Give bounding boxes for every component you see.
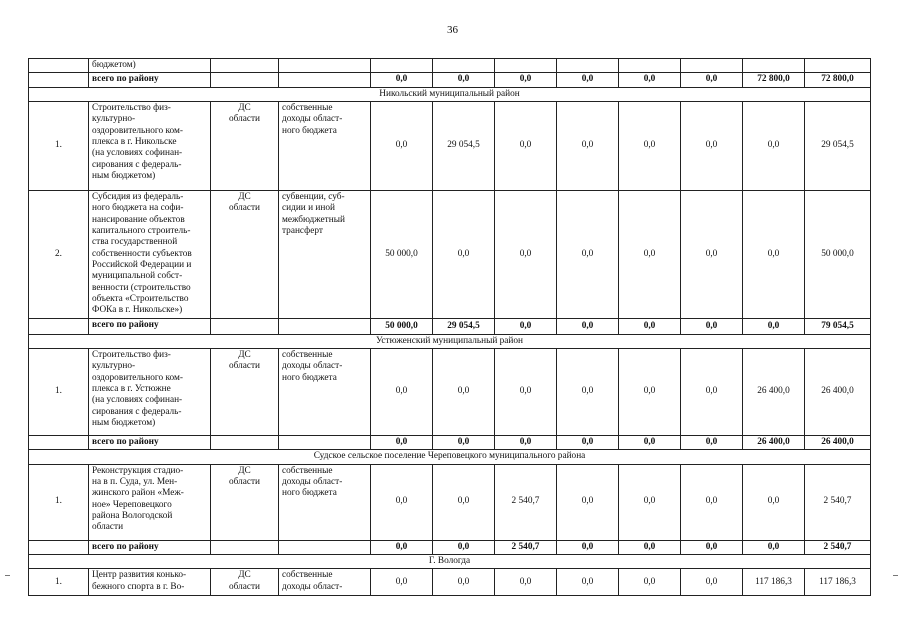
total-label: всего по району [89, 435, 211, 449]
value-cell: 0,0 [681, 318, 743, 334]
value-cell: 0,0 [619, 73, 681, 87]
table-row [29, 348, 871, 435]
value-cell: 2 540,7 [495, 464, 557, 540]
total-label: всего по району [89, 318, 211, 334]
value-cell: 29 054,5 [433, 101, 495, 190]
row-number-cell: 1. [29, 464, 89, 540]
item-name: Субсидия из федераль- ного бюджета на софи- нансирование объектов капитального строитель- ства государственной собственности субъектов Российской Федерации и муниципальной собст- венности (строительство объекта «Строительство ФОКа в г. Никольске») [89, 190, 211, 318]
funding-source-cell: собственные доходы област- ного бюджета [279, 464, 371, 540]
source-cell [279, 435, 371, 449]
value-cell: 0,0 [371, 101, 433, 190]
row-number-cell: 2. [29, 190, 89, 318]
executor-cell: ДС области [211, 348, 279, 435]
value-cell: 0,0 [557, 348, 619, 435]
value-cell: 117 186,3 [743, 569, 805, 596]
value-cell: 0,0 [495, 73, 557, 87]
row-number-cell [29, 318, 89, 334]
value-cell: 117 186,3 [805, 569, 871, 596]
total-row [29, 435, 871, 449]
value-cell: 0,0 [433, 73, 495, 87]
section-title: Никольский муниципальный район [29, 87, 871, 101]
value-cell: 0,0 [619, 569, 681, 596]
row-number-cell: 1. [29, 569, 89, 596]
section-title: Устюженский муниципальный район [29, 334, 871, 348]
value-cell: 0,0 [557, 73, 619, 87]
table-row [29, 190, 871, 318]
value-cell: 0,0 [619, 464, 681, 540]
value-cell: 0,0 [557, 569, 619, 596]
value-cell: 0,0 [433, 569, 495, 596]
value-cell: 79 054,5 [805, 318, 871, 334]
value-cell: 0,0 [371, 569, 433, 596]
total-row [29, 318, 871, 334]
total-label: всего по району [89, 540, 211, 554]
row-number-cell: 1. [29, 101, 89, 190]
value-cell: 0,0 [433, 435, 495, 449]
item-name: бюджетом) [89, 59, 211, 73]
value-cell: 72 800,0 [743, 73, 805, 87]
margin-mark-left [5, 575, 10, 576]
value-cell: 0,0 [743, 464, 805, 540]
value-cell: 0,0 [681, 464, 743, 540]
value-cell: 50 000,0 [371, 190, 433, 318]
value-cell: 0,0 [557, 464, 619, 540]
table-body [29, 59, 871, 596]
value-cell: 0,0 [433, 348, 495, 435]
value-cell: 50 000,0 [805, 190, 871, 318]
section-header-row [29, 87, 871, 101]
source-cell [279, 59, 371, 73]
executor-cell [211, 73, 279, 87]
executor-cell [211, 540, 279, 554]
value-cell: 0,0 [371, 73, 433, 87]
value-cell: 0,0 [495, 190, 557, 318]
value-cell [433, 59, 495, 73]
executor-cell [211, 435, 279, 449]
value-cell: 2 540,7 [805, 540, 871, 554]
value-cell: 0,0 [743, 540, 805, 554]
value-cell: 0,0 [557, 190, 619, 318]
value-cell: 0,0 [681, 569, 743, 596]
value-cell: 0,0 [619, 348, 681, 435]
value-cell: 0,0 [495, 101, 557, 190]
funding-source-cell: собственные доходы област- ного бюджета [279, 348, 371, 435]
value-cell: 2 540,7 [805, 464, 871, 540]
executor-cell: ДС области [211, 190, 279, 318]
value-cell: 29 054,5 [433, 318, 495, 334]
row-number-cell [29, 73, 89, 87]
value-cell: 29 054,5 [805, 101, 871, 190]
value-cell: 0,0 [681, 435, 743, 449]
value-cell: 0,0 [495, 569, 557, 596]
value-cell: 0,0 [371, 464, 433, 540]
value-cell: 0,0 [743, 190, 805, 318]
item-name: Строительство физ- культурно- оздоровительного ком- плекса в г. Никольске (на условиях софинан- сирования с федераль- ным бюджетом) [89, 101, 211, 190]
row-number-cell: 1. [29, 348, 89, 435]
source-cell [279, 540, 371, 554]
section-title: Судское сельское поселение Череповецкого муниципального района [29, 450, 871, 464]
value-cell: 50 000,0 [371, 318, 433, 334]
executor-cell: ДС области [211, 464, 279, 540]
document-body [28, 58, 870, 596]
executor-cell [211, 59, 279, 73]
value-cell: 0,0 [557, 540, 619, 554]
row-number-cell [29, 540, 89, 554]
item-name: Центр развития конько- бежного спорта в г. Во- [89, 569, 211, 596]
value-cell: 0,0 [433, 540, 495, 554]
value-cell: 0,0 [371, 348, 433, 435]
value-cell: 0,0 [371, 540, 433, 554]
value-cell [743, 59, 805, 73]
value-cell: 26 400,0 [805, 435, 871, 449]
table-row [29, 569, 871, 596]
value-cell: 0,0 [557, 101, 619, 190]
table-row [29, 101, 871, 190]
value-cell: 0,0 [743, 318, 805, 334]
value-cell: 0,0 [495, 435, 557, 449]
value-cell: 0,0 [371, 435, 433, 449]
funding-source-cell: собственные доходы област- ного бюджета [279, 101, 371, 190]
value-cell: 26 400,0 [743, 348, 805, 435]
value-cell: 0,0 [619, 318, 681, 334]
value-cell: 0,0 [495, 318, 557, 334]
value-cell: 0,0 [557, 435, 619, 449]
value-cell: 0,0 [557, 318, 619, 334]
value-cell: 0,0 [681, 348, 743, 435]
row-number-cell [29, 59, 89, 73]
value-cell: 26 400,0 [743, 435, 805, 449]
value-cell [495, 59, 557, 73]
total-row [29, 73, 871, 87]
section-header-row [29, 450, 871, 464]
funding-source-cell: собственные доходы област- [279, 569, 371, 596]
section-title: Г. Вологда [29, 554, 871, 568]
funding-source-cell: субвенции, суб- сидии и иной межбюджетный трансферт [279, 190, 371, 318]
executor-cell [211, 318, 279, 334]
page-number: 36 [447, 24, 458, 36]
value-cell: 72 800,0 [805, 73, 871, 87]
value-cell: 0,0 [681, 540, 743, 554]
source-cell [279, 318, 371, 334]
section-header-row [29, 554, 871, 568]
value-cell: 0,0 [681, 190, 743, 318]
value-cell: 0,0 [433, 464, 495, 540]
value-cell [681, 59, 743, 73]
value-cell [619, 59, 681, 73]
value-cell [371, 59, 433, 73]
section-header-row [29, 334, 871, 348]
value-cell: 0,0 [681, 73, 743, 87]
source-cell [279, 73, 371, 87]
value-cell: 0,0 [681, 101, 743, 190]
value-cell [805, 59, 871, 73]
table-row [29, 464, 871, 540]
value-cell: 0,0 [743, 101, 805, 190]
executor-cell: ДС области [211, 569, 279, 596]
total-label: всего по району [89, 73, 211, 87]
value-cell: 0,0 [619, 101, 681, 190]
executor-cell: ДС области [211, 101, 279, 190]
value-cell: 0,0 [619, 435, 681, 449]
table-row [29, 59, 871, 73]
value-cell: 0,0 [495, 348, 557, 435]
margin-mark-right [893, 575, 898, 576]
budget-table [28, 58, 871, 596]
value-cell: 26 400,0 [805, 348, 871, 435]
value-cell: 2 540,7 [495, 540, 557, 554]
item-name: Строительство физ- культурно- оздоровительного ком- плекса в г. Устюжне (на условиях софинан- сирования с федераль- ным бюджетом) [89, 348, 211, 435]
row-number-cell [29, 435, 89, 449]
item-name: Реконструкция стадио- на в п. Суда, ул. Мен- жинского район «Меж- ное» Череповецкого района Вологодской области [89, 464, 211, 540]
value-cell [557, 59, 619, 73]
total-row [29, 540, 871, 554]
value-cell: 0,0 [619, 540, 681, 554]
value-cell: 0,0 [433, 190, 495, 318]
value-cell: 0,0 [619, 190, 681, 318]
